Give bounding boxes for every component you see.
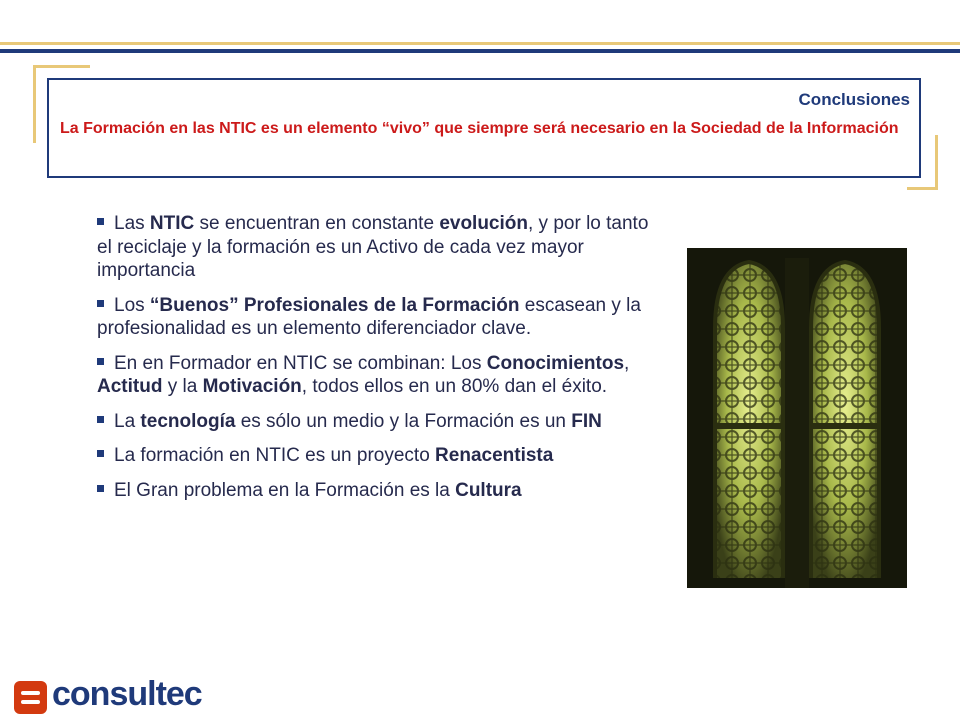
bullet-emphasis: NTIC (149, 213, 195, 234)
bullet-square-icon (97, 300, 104, 307)
bullet-text: Las (114, 213, 150, 234)
bullet-emphasis: tecnología (140, 410, 236, 432)
bullet-text: La (114, 410, 141, 432)
consultec-logo (14, 675, 202, 715)
bullet-emphasis: Renacentista (435, 445, 554, 466)
top-gold-line (0, 42, 960, 45)
consultec-logo-text: consultec (52, 675, 202, 713)
bullet-text: En en Formador en NTIC se combinan: Los (114, 352, 487, 374)
bullet-square-icon (97, 218, 104, 225)
bullet-item (97, 479, 667, 503)
bullet-text: escasean y la profesionalidad es un elemento diferenciador clave. (97, 294, 641, 339)
bullet-emphasis: Conocimientos (486, 352, 625, 374)
window-illustration (687, 248, 907, 588)
bullet-emphasis: Actitud (97, 376, 163, 397)
bullet-text: , (624, 352, 630, 374)
bullet-emphasis: Cultura (455, 479, 522, 501)
bullet-item (97, 212, 667, 283)
bullet-text: , todos ellos en un 80% dan el éxito. (301, 376, 608, 397)
bullet-text: , y por lo tanto el reciclaje y la formación es un Activo de cada vez mayor importancia (97, 213, 649, 281)
stained-glass-window-photo (687, 248, 907, 588)
consultec-logo-icon (14, 681, 47, 714)
bullet-emphasis: FIN (571, 410, 602, 432)
title-box (47, 78, 921, 178)
bullet-text: se encuentran en constante (194, 213, 440, 234)
bullet-square-icon (97, 450, 104, 457)
bullet-item (97, 444, 667, 468)
bullet-list (97, 212, 667, 513)
bullet-item (97, 352, 667, 399)
bullet-square-icon (97, 416, 104, 423)
bullet-emphasis: Motivación (202, 376, 302, 397)
bullet-item (97, 294, 667, 341)
slide-subtitle: La Formación en las NTIC es un elemento “vivo” que siempre será necesario en la Sociedad de la Información (60, 120, 899, 137)
bullet-text: es sólo un medio y la Formación es un (235, 410, 572, 432)
bullet-square-icon (97, 485, 104, 492)
bullet-text: El Gran problema en la Formación es la (114, 479, 456, 501)
bullet-square-icon (97, 358, 104, 365)
bullet-text: Los (114, 294, 150, 316)
section-title: Conclusiones (798, 90, 910, 109)
top-navy-line (0, 49, 960, 53)
bullet-text: y la (162, 376, 203, 397)
bullet-text: La formación en NTIC es un proyecto (114, 445, 436, 466)
bullet-item (97, 410, 667, 434)
bullet-emphasis: evolución (439, 213, 528, 234)
bullet-emphasis: “Buenos” Profesionales de la Formación (149, 294, 520, 316)
